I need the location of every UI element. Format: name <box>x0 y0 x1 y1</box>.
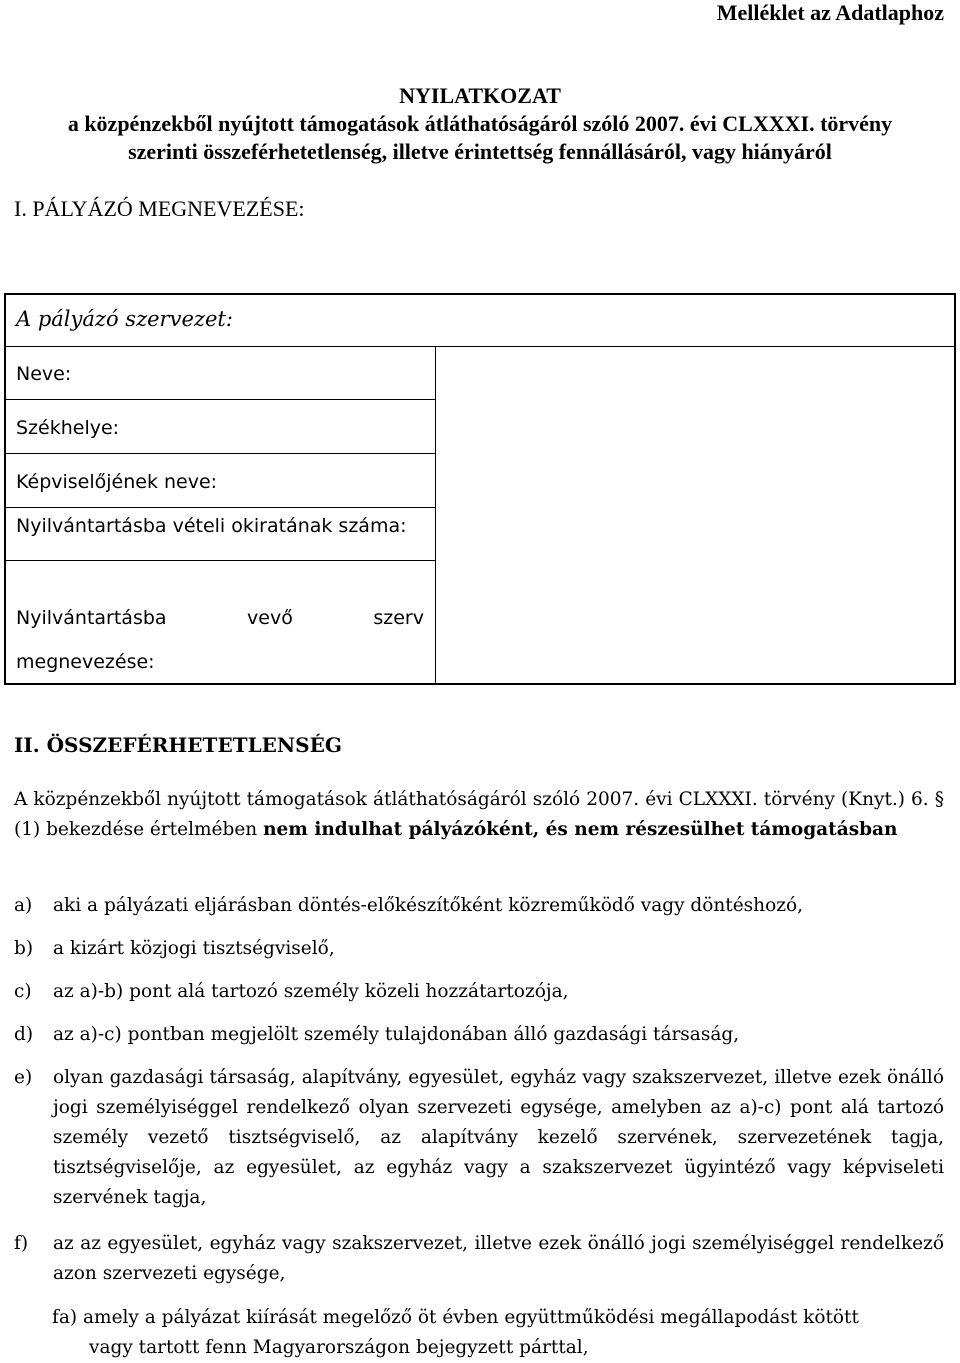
list-item-text: aki a pályázati eljárásban döntés-előkészítőként közreműködő vagy döntéshozó, <box>53 895 803 916</box>
registrar-word-3: szerv <box>373 607 424 629</box>
registrar-word-1: Nyilvántartásba <box>16 607 167 629</box>
sub-list-item-text-2: vagy tartott fenn Magyarországon bejegyzett párttal, <box>89 1337 589 1358</box>
sub-list-item-marker: fa) <box>52 1307 78 1328</box>
name-label: Neve: <box>16 363 72 385</box>
title-line-2: a közpénzekből nyújtott támogatások átláthatóságáról szóló 2007. évi CLXXXI. törvény <box>67 111 893 136</box>
list-item-text: az a)-b) pont alá tartozó személy közeli hozzátartozója, <box>53 981 569 1002</box>
list-item-marker: a) <box>14 895 33 916</box>
list-item <box>14 1063 944 1213</box>
list-item <box>14 977 944 1007</box>
row-divider <box>6 560 436 561</box>
title-line-3: szerinti összeférhetetlenség, illetve érintettség fennállásáról, vagy hiányáról <box>128 139 832 164</box>
list-item-marker: c) <box>14 981 32 1002</box>
row-divider <box>6 507 436 508</box>
form-header-label: A pályázó szervezet: <box>16 307 233 331</box>
list-item <box>14 891 944 921</box>
list-item-marker: e) <box>14 1067 33 1088</box>
list-item-text: az a)-c) pontban megjelölt személy tulajdonában álló gazdasági társaság, <box>53 1024 740 1045</box>
declaration-title <box>0 82 960 166</box>
section-2-heading: II. ÖSSZEFÉRHETETLENSÉG <box>14 733 342 757</box>
list-item <box>14 1020 944 1050</box>
title-line-1: NYILATKOZAT <box>399 83 561 108</box>
representative-label: Képviselőjének neve: <box>16 471 218 493</box>
section-1-heading: I. PÁLYÁZÓ MEGNEVEZÉSE: <box>14 196 305 221</box>
list-item <box>14 934 944 964</box>
appendix-label: Melléklet az Adatlaphoz <box>716 0 944 25</box>
intro-emphasis: nem indulhat pályázóként, és nem részesülhet támogatásban <box>263 819 898 840</box>
intro-text: A közpénzekből nyújtott támogatások átláthatóságáról szóló 2007. évi CLXXXI. törvény (Knyt.) 6. § (1) bekezdése értelmében <box>14 789 944 840</box>
sub-list-item <box>52 1303 944 1363</box>
form-value-area[interactable] <box>437 347 954 683</box>
list-item <box>14 1229 944 1289</box>
seat-label: Székhelye: <box>16 417 120 439</box>
form-column-divider <box>435 346 436 685</box>
list-item-text: az az egyesület, egyház vagy szakszervezet, illetve ezek önálló jogi személyiséggel rendelkező azon szervezeti egysége, <box>53 1233 944 1284</box>
row-divider <box>6 399 436 400</box>
list-item-text: olyan gazdasági társaság, alapítvány, egyesület, egyház vagy szakszervezet, illetve ezek önálló jogi személyiséggel rendelkező olyan szervezeti egysége, amelyben az a)-c) pont alá tartozó személy vezető tisztségviselő, az alapítvány kezelő szervének, szervezetének tagja, tisztségviselője, az egyesület, az egyház vagy a szakszervezet ügyintéző vagy képviseleti szervének tagja, <box>53 1067 944 1208</box>
sub-list-item-text-1: amely a pályázat kiírását megelőző öt évben együttműködési megállapodást kötött <box>83 1307 859 1328</box>
applicant-form-table <box>4 293 956 685</box>
list-item-marker: d) <box>14 1024 34 1045</box>
list-item-marker: f) <box>14 1233 29 1254</box>
registration-number-label: Nyilvántartásba vételi okiratának száma: <box>16 515 407 537</box>
list-item-text: a kizárt közjogi tisztségviselő, <box>53 938 335 959</box>
legal-intro-paragraph <box>14 785 944 845</box>
registrar-label-line-2: megnevezése: <box>16 651 155 673</box>
row-divider <box>6 453 436 454</box>
list-item-marker: b) <box>14 938 34 959</box>
registrar-word-2: vevő <box>247 607 293 629</box>
form-header-row <box>6 295 954 347</box>
registrar-label-line-1 <box>16 607 424 629</box>
